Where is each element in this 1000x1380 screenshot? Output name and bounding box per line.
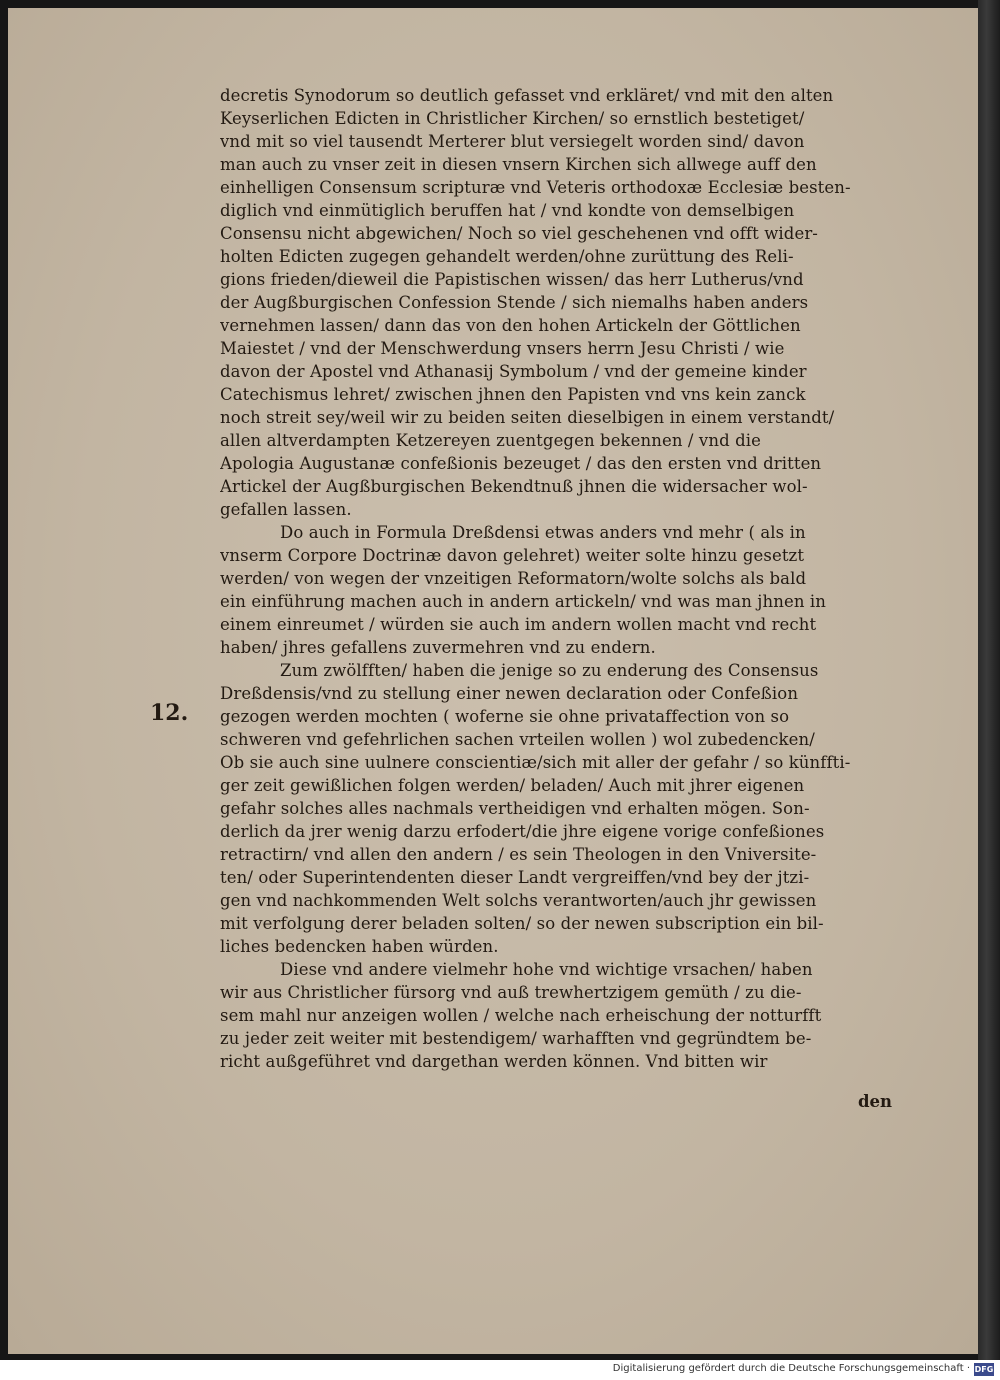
text-line: noch streit sey/weil wir zu beiden seiten dieselbigen in einem verstandt/ <box>220 408 835 427</box>
text-line: zu jeder zeit weiter mit bestendigem/ warhafften vnd gegründtem be- <box>220 1029 812 1048</box>
catchword: den <box>858 1092 893 1111</box>
text-line: Apologia Augustanæ confeßionis bezeuget / das den ersten vnd dritten <box>220 454 822 473</box>
text-line: Consensu nicht abgewichen/ Noch so viel geschehenen vnd offt wider- <box>220 224 818 243</box>
text-line: vnserm Corpore Doctrinæ davon gelehret) weiter solte hinzu gesetzt <box>220 546 805 565</box>
text-line: gefallen lassen. <box>220 500 352 519</box>
text-line: liches bedencken haben würden. <box>220 937 499 956</box>
text-line: retractirn/ vnd allen den andern / es sein Theologen in den Vniversite- <box>220 845 817 864</box>
text-line: decretis Synodorum so deutlich gefasset vnd erkläret/ vnd mit den alten <box>220 86 834 105</box>
footer-bar <box>0 1360 1000 1380</box>
page-text-block <box>220 84 910 1073</box>
text-line: Dreßdensis/vnd zu stellung einer newen declaration oder Confeßion <box>220 684 799 703</box>
text-line: vernehmen lassen/ dann das von den hohen Artickeln der Göttlichen <box>220 316 801 335</box>
text-line: holten Edicten zugegen gehandelt werden/ohne zurüttung des Reli- <box>220 247 794 266</box>
text-line: schweren vnd gefehrlichen sachen vrteilen wollen ) wol zubedencken/ <box>220 730 815 749</box>
footer-credit: Digitalisierung gefördert durch die Deutsche Forschungsgemeinschaft · <box>612 1363 970 1374</box>
text-line: Do auch in Formula Dreßdensi etwas anders vnd mehr ( als in <box>280 523 806 542</box>
text-line: sem mahl nur anzeigen wollen / welche nach erheischung der notturfft <box>220 1006 822 1025</box>
text-line: Zum zwölfften/ haben die jenige so zu enderung des Consensus <box>280 661 819 680</box>
text-line: Ob sie auch sine uulnere conscientiæ/sich mit aller der gefahr / so künffti- <box>220 753 851 772</box>
text-line: einem einreumet / würden sie auch im andern wollen macht vnd recht <box>220 615 817 634</box>
text-line: gen vnd nachkommenden Welt solchs verantworten/auch jhr gewissen <box>220 891 817 910</box>
text-line: davon der Apostel vnd Athanasij Symbolum / vnd der gemeine kinder <box>220 362 807 381</box>
text-line: gezogen werden mochten ( woferne sie ohne privataffection von so <box>220 707 790 726</box>
text-line: vnd mit so viel tausendt Merterer blut versiegelt worden sind/ davon <box>220 132 805 151</box>
text-line: allen altverdampten Ketzereyen zuentgegen bekennen / vnd die <box>220 431 761 450</box>
text-line: man auch zu vnser zeit in diesen vnsern Kirchen sich allwege auff den <box>220 155 817 174</box>
text-line: diglich vnd einmütiglich beruffen hat / vnd kondte von demselbigen <box>220 201 795 220</box>
text-line: wir aus Christlicher fürsorg vnd auß trewhertzigem gemüth / zu die- <box>220 983 802 1002</box>
text-line: derlich da jrer wenig darzu erfodert/die jhre eigene vorige confeßiones <box>220 822 825 841</box>
text-line: richt außgeführet vnd dargethan werden können. Vnd bitten wir <box>220 1052 768 1071</box>
text-line: ein einführung machen auch in andern artickeln/ vnd was man jhnen in <box>220 592 826 611</box>
text-line: gions frieden/dieweil die Papistischen wissen/ das herr Lutherus/vnd <box>220 270 804 289</box>
text-line: ten/ oder Superintendenten dieser Landt vergreiffen/vnd bey der jtzi- <box>220 868 810 887</box>
dfg-logo-icon: DFG <box>974 1365 994 1374</box>
text-line: Maiestet / vnd der Menschwerdung vnsers herrn Jesu Christi / wie <box>220 339 785 358</box>
margin-number: 12. <box>150 700 189 726</box>
text-line: gefahr solches alles nachmals vertheidigen vnd erhalten mögen. Son- <box>220 799 810 818</box>
text-line: mit verfolgung derer beladen solten/ so der newen subscription ein bil- <box>220 914 824 933</box>
book-spine <box>978 0 1000 1360</box>
text-line: haben/ jhres gefallens zuvermehren vnd zu endern. <box>220 638 656 657</box>
text-line: Keyserlichen Edicten in Christlicher Kirchen/ so ernstlich bestetiget/ <box>220 109 805 128</box>
text-line: Artickel der Augßburgischen Bekendtnuß jhnen die widersacher wol- <box>220 477 808 496</box>
text-line: Catechismus lehret/ zwischen jhnen den Papisten vnd vns kein zanck <box>220 385 806 404</box>
text-line: einhelligen Consensum scripturæ vnd Veteris orthodoxæ Ecclesiæ besten- <box>220 178 851 197</box>
text-line: der Augßburgischen Confession Stende / sich niemalhs haben anders <box>220 293 809 312</box>
text-line: ger zeit gewißlichen folgen werden/ beladen/ Auch mit jhrer eigenen <box>220 776 805 795</box>
book-page <box>8 8 980 1354</box>
text-line: Diese vnd andere vielmehr hohe vnd wichtige vrsachen/ haben <box>280 960 813 979</box>
text-line: werden/ von wegen der vnzeitigen Reformatorn/wolte solchs als bald <box>220 569 807 588</box>
